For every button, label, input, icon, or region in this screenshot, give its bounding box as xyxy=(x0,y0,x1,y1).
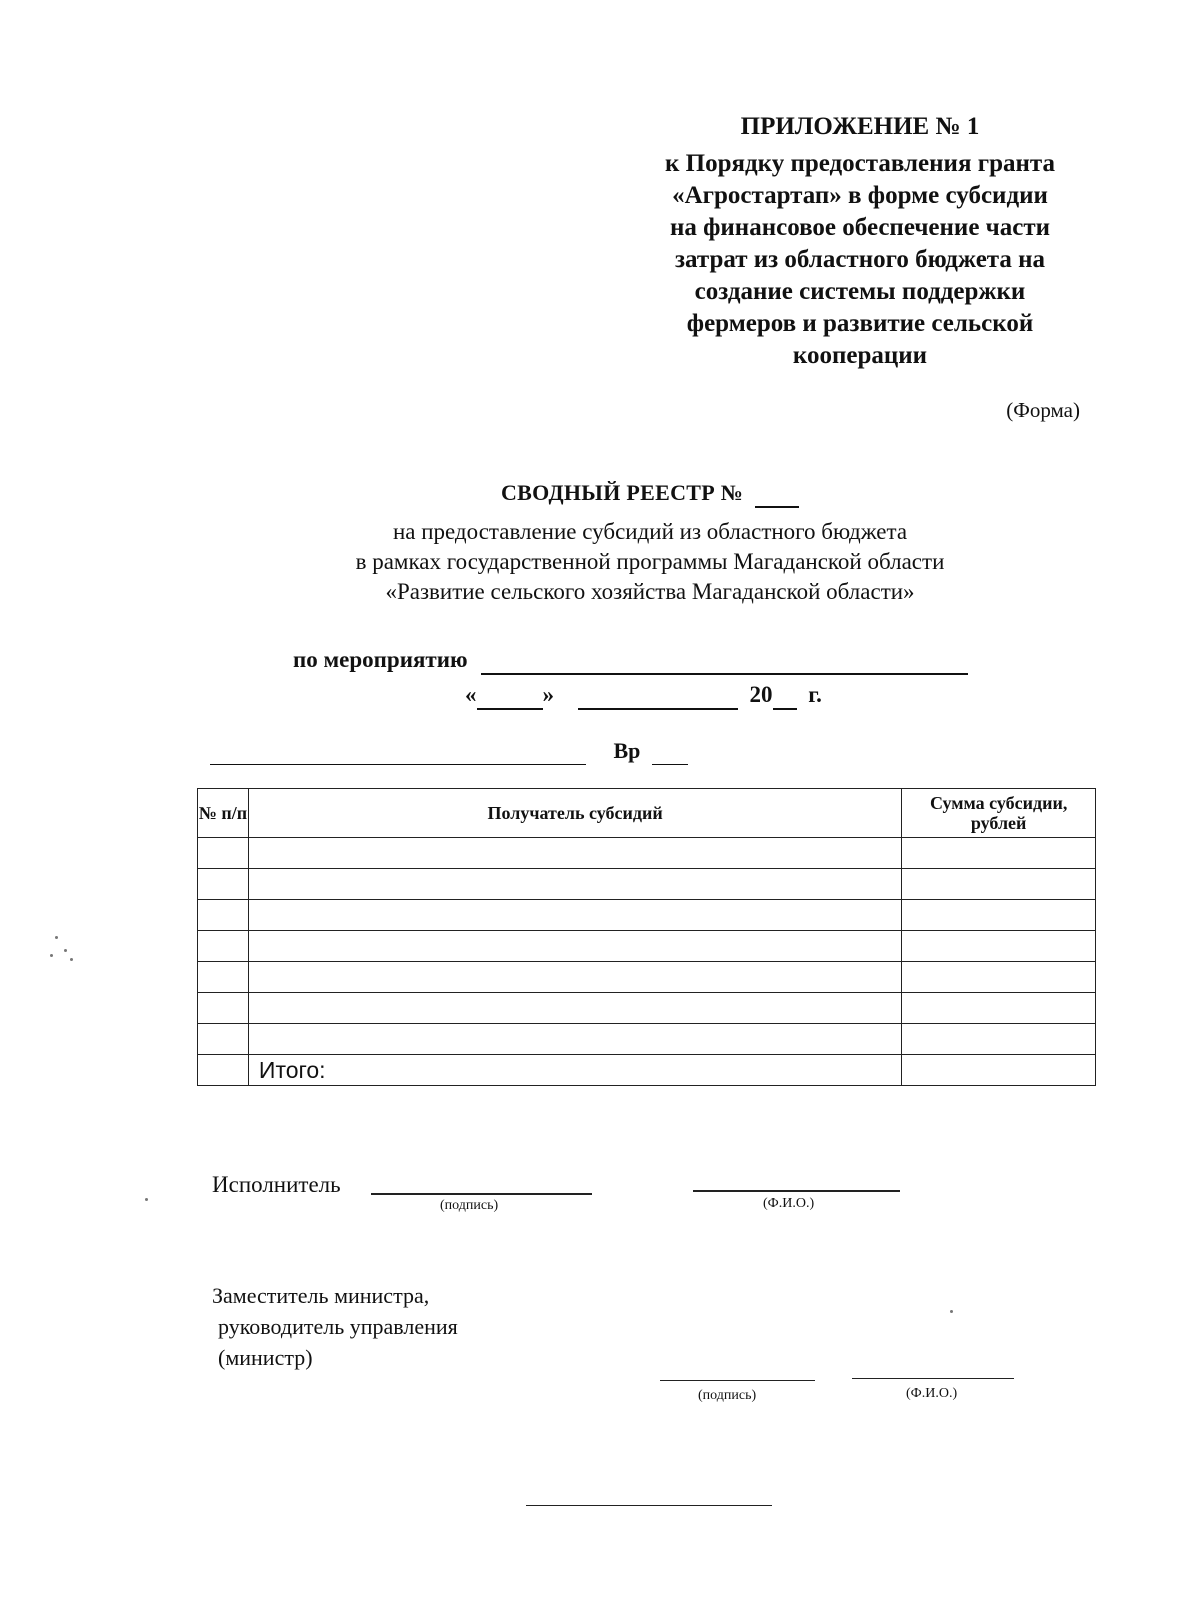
cell-sum[interactable] xyxy=(902,900,1096,931)
appendix-title: ПРИЛОЖЕНИЕ № 1 xyxy=(740,113,980,140)
year-suffix: г. xyxy=(808,682,822,707)
cell-number[interactable] xyxy=(198,838,249,869)
executor-fio-line[interactable] xyxy=(693,1190,900,1192)
cell-recipient[interactable] xyxy=(248,962,901,993)
appendix-line: создание системы поддержки xyxy=(694,278,1026,305)
table-row xyxy=(198,1024,1096,1055)
header-sum: Сумма субсидии, рублей xyxy=(902,789,1096,838)
cell-sum[interactable] xyxy=(902,838,1096,869)
scan-speck xyxy=(70,958,73,961)
event-field[interactable] xyxy=(481,647,968,675)
cell-sum[interactable] xyxy=(902,869,1096,900)
appendix-line: затрат из областного бюджета на xyxy=(674,246,1046,273)
cell-sum[interactable] xyxy=(902,931,1096,962)
executor-fio-caption: (Ф.И.О.) xyxy=(763,1196,815,1211)
scan-speck xyxy=(145,1198,148,1201)
registry-subtitle-line: в рамках государственной программы Магаданской области xyxy=(355,549,945,574)
deputy-fio-caption: (Ф.И.О.) xyxy=(906,1386,958,1401)
cell-number[interactable] xyxy=(198,869,249,900)
cell-number[interactable] xyxy=(198,993,249,1024)
cell-number[interactable] xyxy=(198,931,249,962)
table-row xyxy=(198,869,1096,900)
deputy-line: (министр) xyxy=(218,1345,313,1370)
cell-recipient[interactable] xyxy=(248,900,901,931)
table-row xyxy=(198,900,1096,931)
appendix-line: «Агростартап» в форме субсидии xyxy=(672,182,1048,209)
cell-number[interactable] xyxy=(198,1024,249,1055)
cell-recipient[interactable] xyxy=(248,1024,901,1055)
day-field[interactable] xyxy=(477,682,543,710)
deputy-signature-caption: (подпись) xyxy=(698,1388,757,1403)
register-table xyxy=(197,788,1096,1086)
vr-line xyxy=(210,738,688,765)
executor-label: Исполнитель xyxy=(212,1172,341,1197)
executor-signature-caption: (подпись) xyxy=(440,1198,499,1213)
deputy-line: Заместитель министра, xyxy=(212,1283,430,1308)
table-total-row xyxy=(198,1055,1096,1086)
cell-number[interactable] xyxy=(198,900,249,931)
month-field[interactable] xyxy=(578,682,738,710)
appendix-line: к Порядку предоставления гранта xyxy=(664,150,1055,177)
cell-sum[interactable] xyxy=(902,962,1096,993)
event-label: по мероприятию xyxy=(293,647,468,672)
vr-label: Вр xyxy=(613,738,641,763)
date-close-quote: » xyxy=(542,682,554,707)
executor-signature-line[interactable] xyxy=(371,1193,592,1195)
registry-subtitle-line: «Развитие сельского хозяйства Магаданской области» xyxy=(385,579,915,604)
total-label: Итого: xyxy=(248,1055,901,1086)
registry-number-field[interactable] xyxy=(755,480,799,508)
table-row xyxy=(198,962,1096,993)
deputy-block xyxy=(212,1280,458,1373)
total-sum-cell[interactable] xyxy=(902,1055,1096,1086)
registry-title-text: СВОДНЫЙ РЕЕСТР № xyxy=(500,480,744,505)
registry-subtitle-line: на предоставление субсидий из областного бюджета xyxy=(392,519,908,544)
year-prefix: 20 xyxy=(749,682,773,707)
scan-speck xyxy=(50,954,53,957)
cell-sum[interactable] xyxy=(902,993,1096,1024)
appendix-line: кооперации xyxy=(792,342,928,369)
vr-field[interactable] xyxy=(652,738,688,765)
scan-speck xyxy=(55,936,58,939)
appendix-description xyxy=(600,148,1120,372)
cell-recipient[interactable] xyxy=(248,838,901,869)
table-row xyxy=(198,993,1096,1024)
event-line xyxy=(293,647,968,675)
cell-sum[interactable] xyxy=(902,1024,1096,1055)
deputy-fio-line[interactable] xyxy=(852,1378,1014,1379)
year-field[interactable] xyxy=(773,682,797,710)
appendix-line: фермеров и развитие сельской xyxy=(686,310,1034,337)
appendix-line: на финансовое обеспечение части xyxy=(669,214,1051,241)
cell-number[interactable] xyxy=(198,962,249,993)
date-open-quote: « xyxy=(465,682,477,707)
deputy-line: руководитель управления xyxy=(218,1314,458,1339)
bottom-line xyxy=(526,1505,772,1506)
registry-subtitle xyxy=(0,517,1200,607)
header-number: № п/п xyxy=(198,789,249,838)
table-row xyxy=(198,931,1096,962)
table-row xyxy=(198,838,1096,869)
scan-speck xyxy=(950,1310,953,1313)
registry-title xyxy=(0,480,1200,508)
cell-recipient[interactable] xyxy=(248,931,901,962)
scan-speck xyxy=(64,949,67,952)
cell-recipient[interactable] xyxy=(248,869,901,900)
deputy-signature-line[interactable] xyxy=(660,1380,815,1381)
cell-recipient[interactable] xyxy=(248,993,901,1024)
organization-field[interactable] xyxy=(210,738,586,765)
form-label: (Форма) xyxy=(1006,398,1080,422)
header-recipient: Получатель субсидий xyxy=(248,789,901,838)
table-header-row xyxy=(198,789,1096,838)
date-line xyxy=(465,682,822,710)
cell-number xyxy=(198,1055,249,1086)
